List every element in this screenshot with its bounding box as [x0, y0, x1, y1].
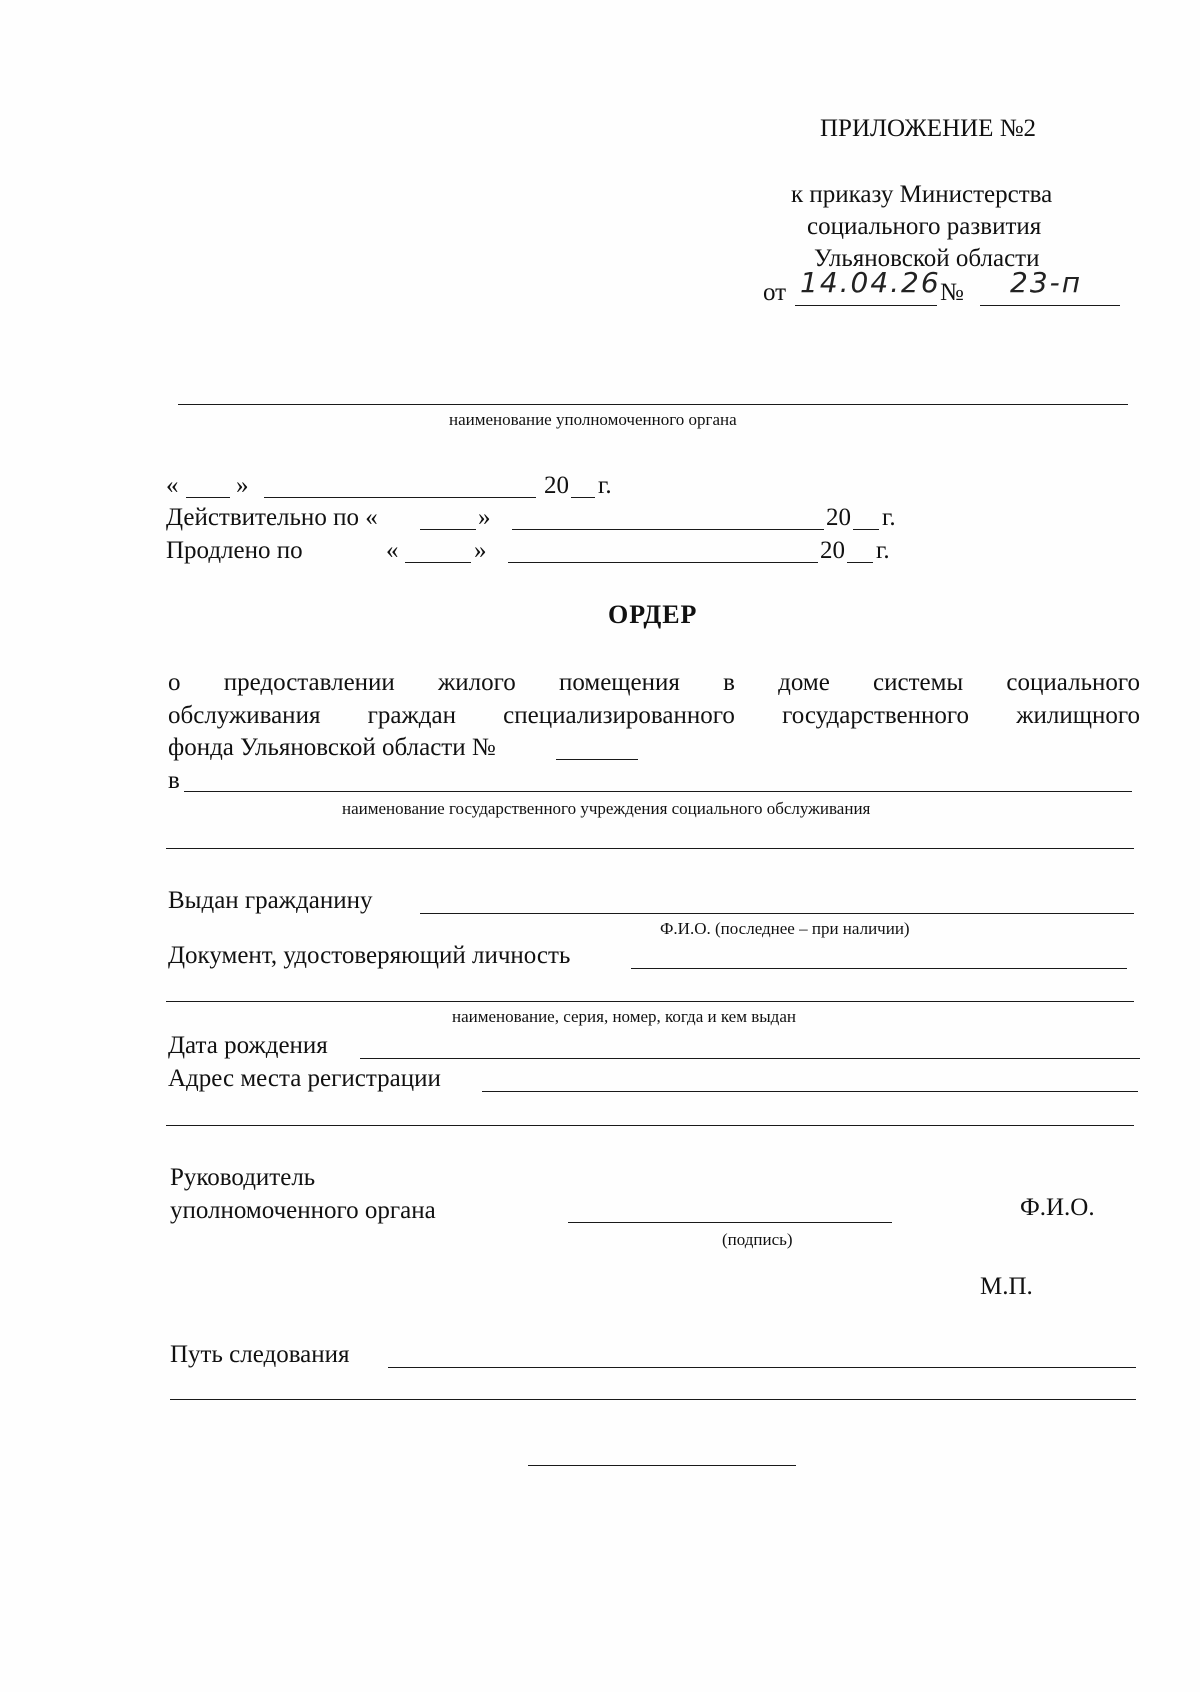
id-document-line-2 — [166, 1001, 1134, 1002]
order-reference-line3: Ульяновской области — [814, 245, 1040, 272]
issued-to-line — [420, 913, 1134, 914]
org-name-caption: наименование уполномоченного органа — [449, 410, 737, 429]
in-label: в — [168, 767, 180, 794]
institution-line — [184, 791, 1132, 792]
body-line-2: обслуживания граждан специализированного государственного жилищного — [168, 702, 1140, 729]
extended-month-line — [508, 562, 818, 563]
issue-date-close-quote: » — [236, 472, 249, 499]
valid-year-prefix: 20 — [826, 504, 851, 531]
stamp-place: М.П. — [980, 1273, 1033, 1300]
signature-caption: (подпись) — [722, 1230, 793, 1249]
valid-year-line — [853, 529, 879, 530]
head-title-line1: Руководитель — [170, 1164, 316, 1191]
route-label: Путь следования — [170, 1341, 350, 1368]
valid-close-quote: » — [478, 504, 491, 531]
address-line — [482, 1091, 1138, 1092]
valid-year-suffix: г. — [882, 504, 896, 531]
issue-year-prefix: 20 — [544, 472, 569, 499]
body-line-3: фонда Ульяновской области № — [168, 734, 496, 761]
issue-year-suffix: г. — [598, 472, 612, 499]
extended-until-label: Продлено по — [166, 537, 303, 564]
issue-day-line — [186, 497, 230, 498]
institution-caption: наименование государственного учреждения социального обслуживания — [342, 799, 871, 818]
birth-date-label: Дата рождения — [168, 1032, 328, 1059]
address-label: Адрес места регистрации — [168, 1065, 441, 1092]
valid-until-label: Действительно по « — [166, 504, 378, 531]
order-reference-line1: к приказу Министерства — [791, 181, 1053, 208]
handwritten-number: 23-п — [1010, 266, 1083, 299]
extended-year-suffix: г. — [876, 537, 890, 564]
birth-date-line — [360, 1058, 1140, 1059]
extended-year-prefix: 20 — [820, 537, 845, 564]
document-title: ОРДЕР — [608, 600, 698, 629]
route-line-2 — [170, 1399, 1136, 1400]
id-document-label: Документ, удостоверяющий личность — [168, 942, 571, 969]
org-name-line — [178, 404, 1128, 405]
route-line — [388, 1367, 1136, 1368]
extended-year-line — [847, 562, 873, 563]
id-document-line — [631, 968, 1127, 969]
institution-line-2 — [166, 848, 1134, 849]
end-divider — [528, 1465, 796, 1466]
valid-month-line — [512, 529, 824, 530]
issued-to-label: Выдан гражданину — [168, 887, 373, 914]
order-reference-line2: социального развития — [807, 213, 1042, 240]
handwritten-date: 14.04.26 — [800, 266, 941, 299]
order-number-line — [556, 759, 638, 760]
date-underline — [795, 305, 937, 306]
issue-date-open-quote: « — [166, 472, 179, 499]
issue-year-line — [571, 497, 595, 498]
head-fio: Ф.И.О. — [1020, 1194, 1095, 1221]
number-label: № — [940, 279, 964, 306]
extended-open-quote: « — [386, 537, 399, 564]
address-line-2 — [166, 1125, 1134, 1126]
head-title-line2: уполномоченного органа — [170, 1197, 436, 1224]
body-line-1: о предоставлении жилого помещения в доме системы социального — [168, 669, 1140, 696]
appendix-title: ПРИЛОЖЕНИЕ №2 — [820, 115, 1037, 142]
signature-line — [568, 1222, 892, 1223]
id-document-caption: наименование, серия, номер, когда и кем выдан — [452, 1007, 796, 1026]
extended-close-quote: » — [474, 537, 487, 564]
extended-day-line — [405, 562, 471, 563]
fio-caption: Ф.И.О. (последнее – при наличии) — [660, 919, 910, 938]
number-underline — [980, 305, 1120, 306]
issue-month-line — [264, 497, 536, 498]
from-label: от — [763, 279, 787, 306]
valid-day-line — [420, 529, 476, 530]
